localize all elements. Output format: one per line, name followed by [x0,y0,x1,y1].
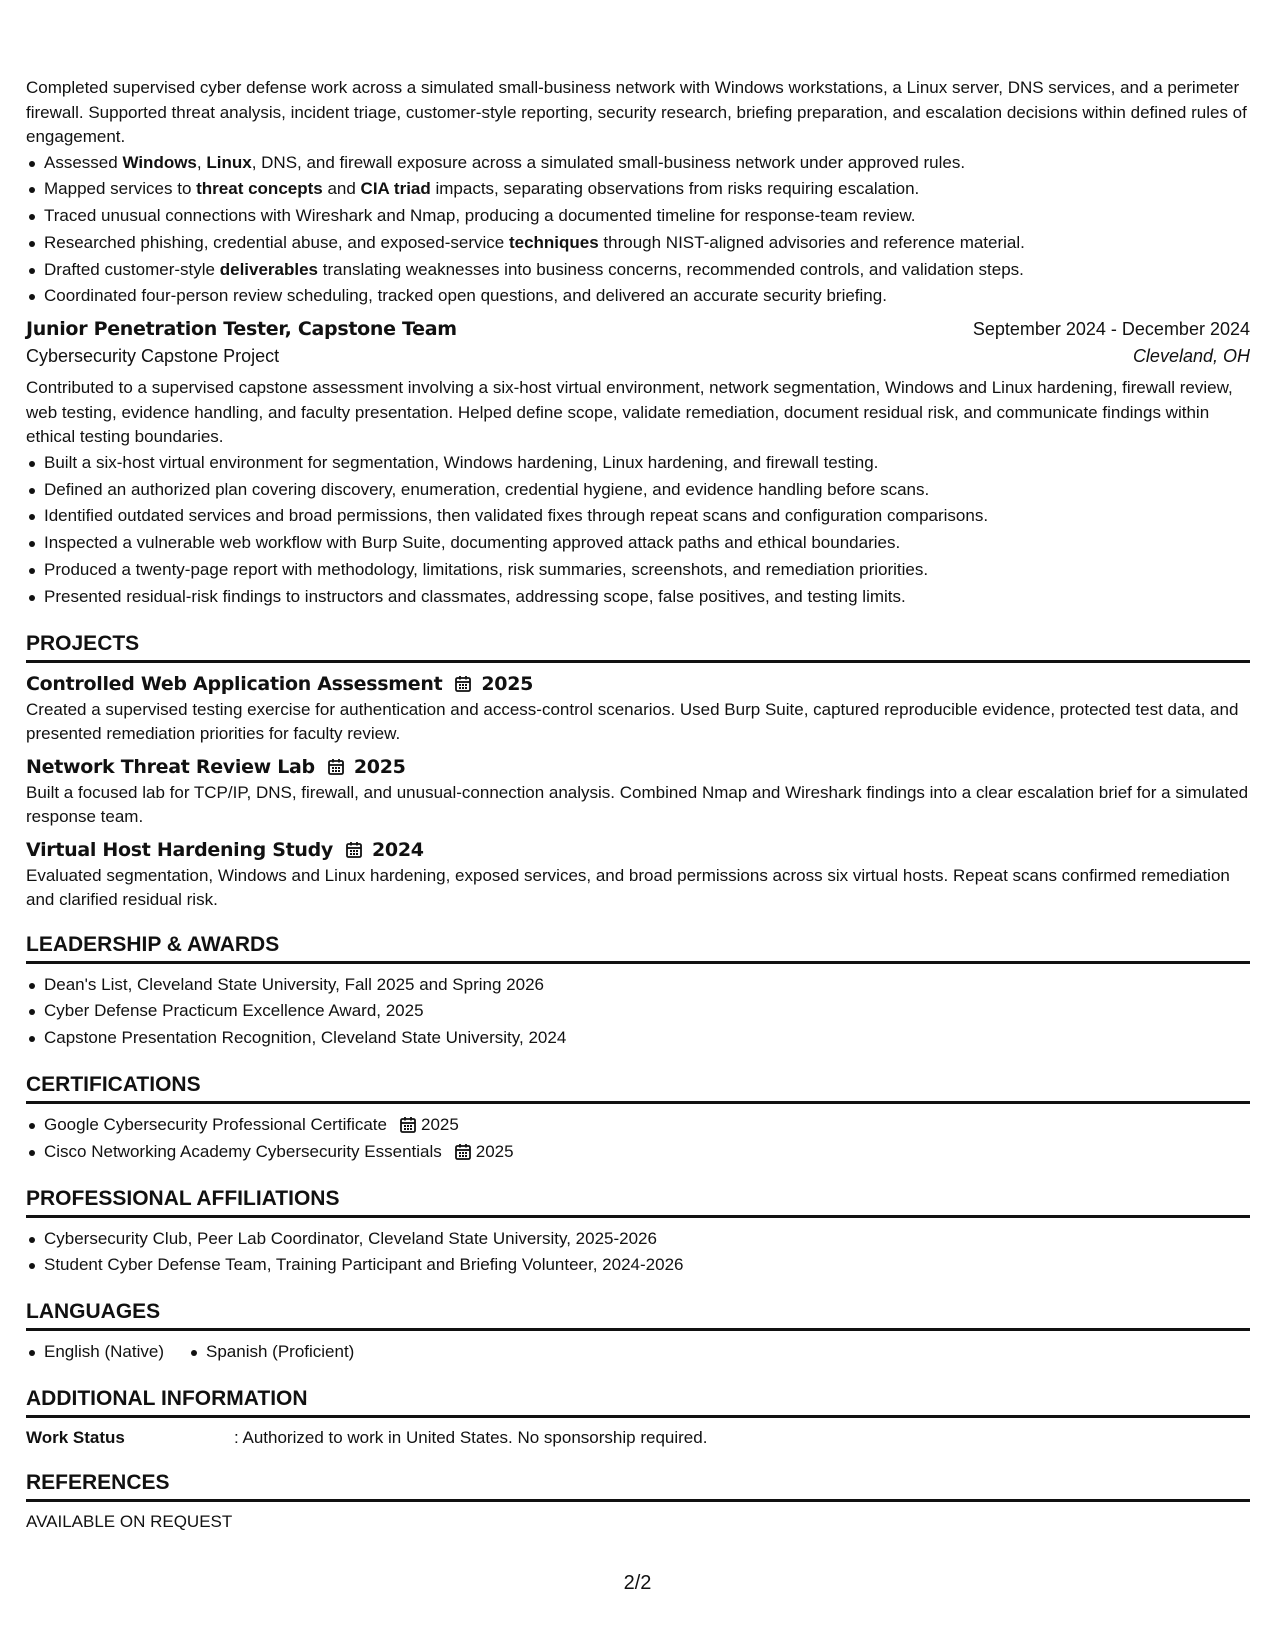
section-title: REFERENCES [26,1470,1250,1502]
work-status-row [26,1426,1250,1450]
list-item: Cybersecurity Club, Peer Lab Coordinator, Cleveland State University, 2025-2026 [26,1226,1250,1253]
project-title: Network Threat Review Lab 2025 [26,755,406,778]
section-title: CERTIFICATIONS [26,1072,1250,1104]
project-year: 2025 [481,672,534,695]
job-subheader [26,346,1250,367]
list-item: Coordinated four-person review scheduling, tracked open questions, and delivered an accurate security briefing. [26,283,1250,310]
section-title: LEADERSHIP & AWARDS [26,932,1250,964]
work-status-label: Work Status [26,1427,125,1447]
job-summary: Contributed to a supervised capstone assessment involving a six-host virtual environment, network segmentation, Windows and Linux hardening, firewall review, web testing, evidence handling, and faculty presentation. Helped define scope, validate remediation, document residual risk, and communicate findings within ethical testing boundaries. [26,378,1233,447]
list-item: English (Native) [26,1339,164,1366]
calendar-icon [345,841,363,859]
section-title: ADDITIONAL INFORMATION [26,1386,1250,1418]
list-item: Cyber Defense Practicum Excellence Award, 2025 [26,998,1250,1025]
prev-job-summary: Completed supervised cyber defense work across a simulated small-business network with Windows workstations, a Linux server, DNS services, and a perimeter firewall. Supported threat analysis, incident triage, customer-style reporting, security research, briefing preparation, and escalation decisions within defined rules of engagement. [26,78,1247,146]
section-title: PROFESSIONAL AFFILIATIONS [26,1186,1250,1218]
project-year: 2024 [372,838,424,861]
calendar-icon [454,1143,472,1161]
list-item: Defined an authorized plan covering discovery, enumeration, credential hygiene, and evidence handling before scans. [26,477,1250,504]
list-item: Researched phishing, credential abuse, and exposed-service techniques through NIST-aligned advisories and reference material. [26,230,1250,257]
job-location: Cleveland, OH [1132,346,1250,367]
affiliations-list [26,1226,1250,1280]
project-year: 2025 [353,755,406,778]
list-item: Inspected a vulnerable web workflow with Burp Suite, documenting approved attack paths and ethical boundaries. [26,530,1250,557]
project-title: Controlled Web Application Assessment 2025 [26,672,534,695]
certifications-list [26,1112,1250,1166]
job-organization: Cybersecurity Capstone Project [26,346,280,367]
calendar-icon [327,758,345,776]
list-item: Mapped services to threat concepts and CIA triad impacts, separating observations from risks requiring escalation. [26,176,1250,203]
list-item: Student Cyber Defense Team, Training Participant and Briefing Volunteer, 2024-2026 [26,1252,1250,1279]
list-item [26,1139,1250,1166]
list-item: Dean's List, Cleveland State University, Fall 2025 and Spring 2026 [26,972,1250,999]
affiliations-section [26,1186,1250,1280]
certification-name: Cisco Networking Academy Cybersecurity Essentials [44,1141,442,1161]
prev-job-bullets [26,150,1250,311]
section-title: LANGUAGES [26,1299,1250,1331]
list-item: Identified outdated services and broad permissions, then validated fixes through repeat scans and configuration comparisons. [26,503,1250,530]
certification-name: Google Cybersecurity Professional Certificate [44,1114,387,1134]
languages-list [26,1339,1250,1366]
resume-page [26,76,1250,1534]
job-dates: September 2024 - December 2024 [972,319,1250,340]
certification-year: 2025 [475,1141,514,1161]
certification-year: 2025 [420,1114,459,1134]
project-description: Built a focused lab for TCP/IP, DNS, firewall, and unusual-connection analysis. Combined Nmap and Wireshark findings into a clear escalation brief for a simulated response team. [26,782,1249,826]
list-item: Traced unusual connections with Wireshark and Nmap, producing a documented timeline for response-team review. [26,203,1250,230]
list-item: Built a six-host virtual environment for segmentation, Windows hardening, Linux hardening, and firewall testing. [26,450,1250,477]
languages-section [26,1299,1250,1366]
job-header [26,318,1250,340]
list-item: Assessed Windows, Linux, DNS, and firewall exposure across a simulated small-business network under approved rules. [26,150,1250,177]
list-item: Produced a twenty-page report with methodology, limitations, risk summaries, screenshots, and remediation priorities. [26,557,1250,584]
project-description: Created a supervised testing exercise for authentication and access-control scenarios. Used Burp Suite, captured reproducible evidence, protected test data, and presented remediation priorities for faculty review. [26,699,1239,743]
list-item [26,1112,1250,1139]
list-item: Drafted customer-style deliverables translating weaknesses into business concerns, recommended controls, and validation steps. [26,257,1250,284]
references-section [26,1470,1250,1534]
section-title: PROJECTS [26,631,1250,663]
certifications-section [26,1072,1250,1166]
list-item: Presented residual-risk findings to instructors and classmates, addressing scope, false positives, and testing limits. [26,584,1250,611]
calendar-icon [399,1116,417,1134]
job-title: Junior Penetration Tester, Capstone Team [26,318,457,341]
leadership-list [26,972,1250,1052]
additional-section [26,1386,1250,1450]
work-status-value: : Authorized to work in United States. No sponsorship required. [234,1427,708,1447]
project-description: Evaluated segmentation, Windows and Linux hardening, exposed services, and broad permissions across six virtual hosts. Repeat scans confirmed remediation and clarified residual risk. [26,865,1230,909]
calendar-icon [454,675,472,693]
list-item: Capstone Presentation Recognition, Cleveland State University, 2024 [26,1025,1250,1052]
projects-section [26,631,1250,912]
page-number: 2/2 [623,1572,652,1594]
list-item: Spanish (Proficient) [188,1339,354,1366]
references-text: AVAILABLE ON REQUEST [26,1511,233,1531]
project-title: Virtual Host Hardening Study 2024 [26,838,424,861]
job-bullets [26,450,1250,611]
leadership-section [26,932,1250,1052]
